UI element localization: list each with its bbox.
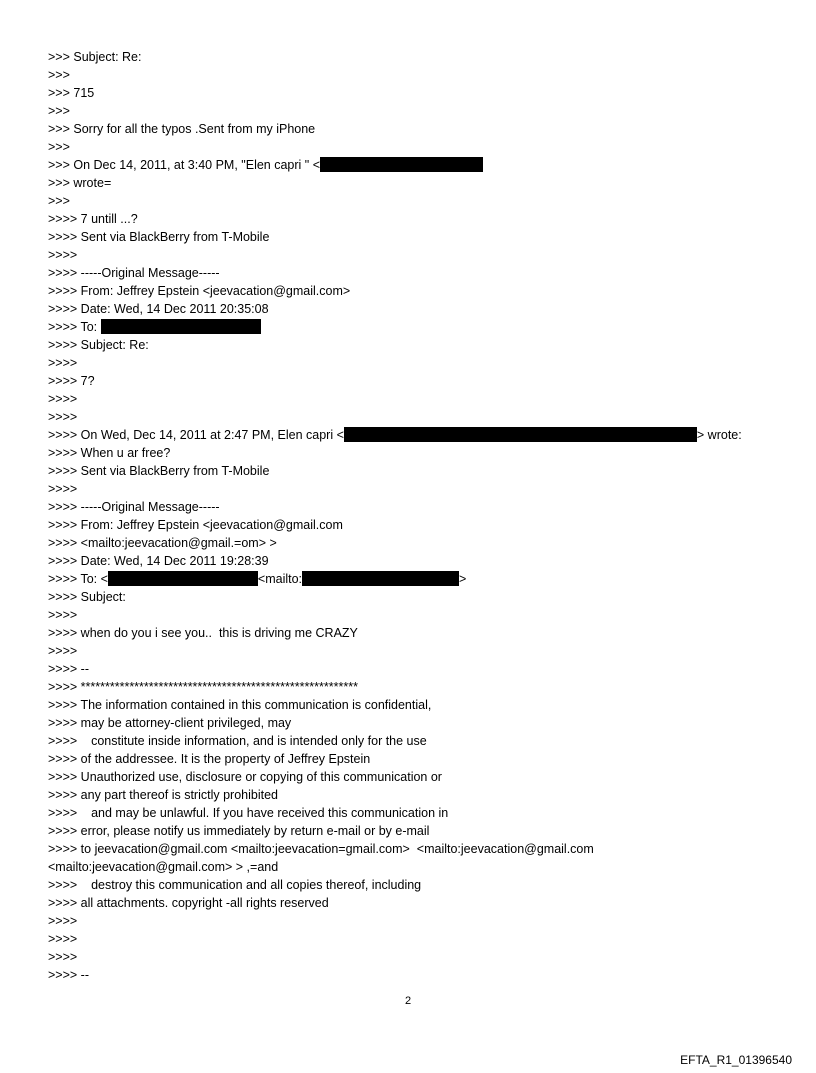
line-segment: >>>> To: — [48, 320, 101, 334]
document-id: EFTA_R1_01396540 — [680, 1053, 792, 1067]
redaction-box — [108, 571, 258, 586]
email-line: >>>> — [48, 914, 78, 928]
email-line: >>>> all attachments. copyright -all rights reserved — [48, 896, 329, 910]
email-line: >>>> — [48, 950, 78, 964]
email-line: >>>> Sent via BlackBerry from T-Mobile — [48, 464, 270, 478]
email-line: >>>> Date: Wed, 14 Dec 2011 19:28:39 — [48, 554, 269, 568]
email-line: >>>> -- — [48, 662, 89, 676]
email-line: >>> Subject: Re: — [48, 50, 142, 64]
email-line: >>>> — [48, 608, 78, 622]
email-line: <mailto:jeevacation@gmail.com> > ,=and — [48, 860, 279, 874]
email-line: >>>> From: Jeffrey Epstein <jeevacation@gmail.com — [48, 518, 343, 532]
line-segment: > wrote: — [696, 428, 742, 442]
email-line: >>>> From: Jeffrey Epstein <jeevacation@gmail.com> — [48, 284, 351, 298]
email-line: >>>> The information contained in this communication is confidential, — [48, 698, 432, 712]
email-line: >>>> when do you i see you.. this is driving me CRAZY — [48, 626, 358, 640]
email-line: >>>> — [48, 932, 78, 946]
email-line: >>>> destroy this communication and all copies thereof, including — [48, 878, 422, 892]
email-line: >>>> — [48, 410, 78, 424]
email-line — [48, 318, 798, 336]
email-body — [48, 48, 798, 984]
email-line — [48, 156, 798, 174]
line-segment: <mailto: — [257, 572, 303, 586]
email-line: >>>> may be attorney-client privileged, may — [48, 716, 292, 730]
email-line: >>>> — [48, 248, 78, 262]
email-line: >>>> -----Original Message----- — [48, 266, 220, 280]
email-line: >>>> to jeevacation@gmail.com <mailto:jeevacation=gmail.com> <mailto:jeevacation@gmail.com — [48, 842, 594, 856]
email-line: >>> wrote= — [48, 176, 112, 190]
email-line: >>>> error, please notify us immediately by return e-mail or by e-mail — [48, 824, 430, 838]
line-segment: >>> On Dec 14, 2011, at 3:40 PM, "Elen capri " < — [48, 158, 320, 172]
redaction-box — [101, 319, 261, 334]
line-segment: >>>> On Wed, Dec 14, 2011 at 2:47 PM, Elen capri < — [48, 428, 344, 442]
email-line: >>>> When u ar free? — [48, 446, 171, 460]
email-line: >>>> any part thereof is strictly prohibited — [48, 788, 278, 802]
email-line: >>>> — [48, 392, 78, 406]
email-line: >>>> — [48, 482, 78, 496]
email-line: >>>> — [48, 644, 78, 658]
email-line: >>> — [48, 194, 70, 208]
line-segment: >>>> To: < — [48, 572, 108, 586]
email-line: >>>> 7 untill ...? — [48, 212, 138, 226]
email-line: >>>> -----Original Message----- — [48, 500, 220, 514]
email-line: >>>> constitute inside information, and is intended only for the use — [48, 734, 427, 748]
email-line: >>>> ********************************************************* — [48, 680, 358, 694]
email-line — [48, 426, 798, 444]
email-line: >>>> 7? — [48, 374, 95, 388]
email-line: >>>> and may be unlawful. If you have received this communication in — [48, 806, 449, 820]
email-line: >>>> — [48, 356, 78, 370]
email-line — [48, 570, 798, 588]
redaction-box — [302, 571, 459, 586]
email-line: >>>> Unauthorized use, disclosure or copying of this communication or — [48, 770, 442, 784]
email-line: >>> — [48, 68, 70, 82]
redaction-box — [344, 427, 697, 442]
page-number: 2 — [404, 995, 412, 1007]
email-line: >>>> Subject: Re: — [48, 338, 149, 352]
email-line: >>>> of the addressee. It is the property of Jeffrey Epstein — [48, 752, 371, 766]
email-line: >>> 715 — [48, 86, 95, 100]
redaction-box — [320, 157, 483, 172]
email-line: >>>> -- — [48, 968, 89, 982]
email-line: >>>> <mailto:jeevacation@gmail.=om> > — [48, 536, 277, 550]
email-line: >>>> Date: Wed, 14 Dec 2011 20:35:08 — [48, 302, 269, 316]
email-line: >>> — [48, 104, 70, 118]
email-line: >>>> Subject: — [48, 590, 126, 604]
email-line: >>>> Sent via BlackBerry from T-Mobile — [48, 230, 270, 244]
email-line: >>> Sorry for all the typos .Sent from my iPhone — [48, 122, 316, 136]
email-line: >>> — [48, 140, 70, 154]
line-segment: > — [459, 572, 467, 586]
